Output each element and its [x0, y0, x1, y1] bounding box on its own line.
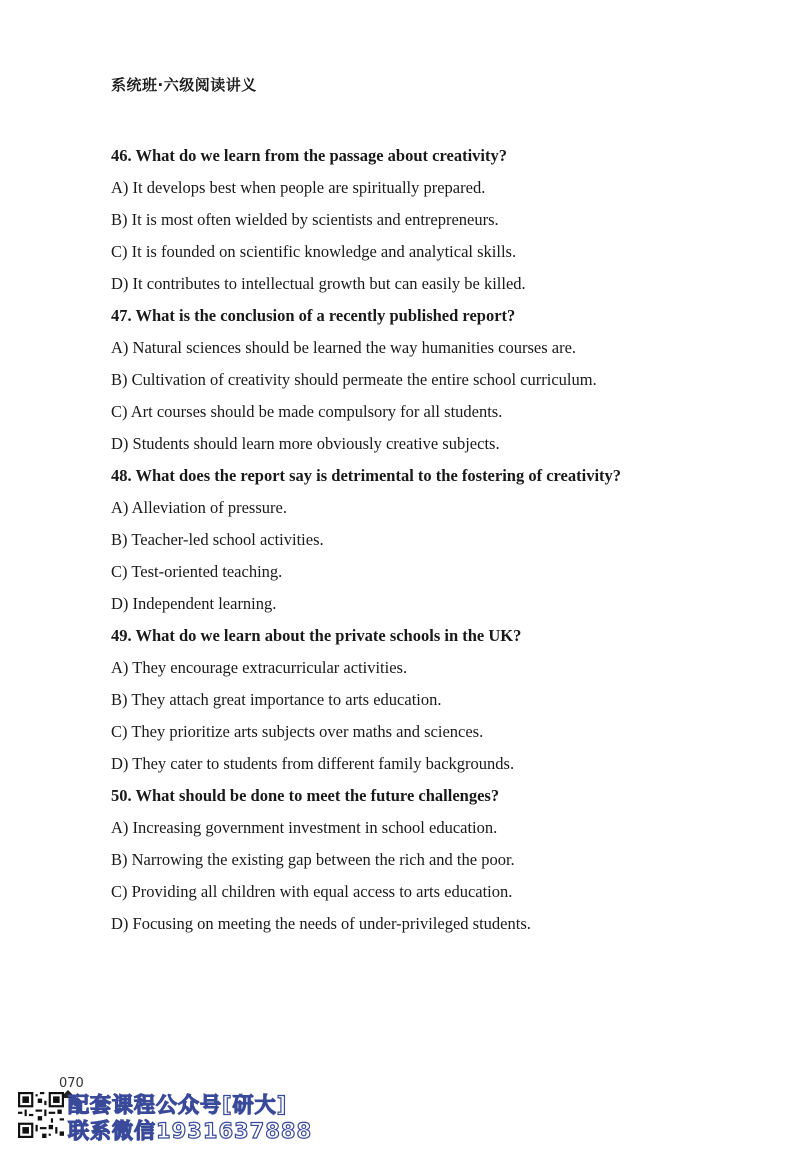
- option-a: A) They encourage extracurricular activities.: [111, 658, 408, 677]
- question-49: [111, 620, 771, 780]
- option-a: A) Natural sciences should be learned the way humanities courses are.: [111, 338, 577, 357]
- option-b: B) They attach great importance to arts education.: [111, 690, 442, 709]
- question-47: [111, 300, 771, 460]
- option-c: C) It is founded on scientific knowledge and analytical skills.: [111, 242, 517, 261]
- option-c: C) Test-oriented teaching.: [111, 562, 283, 581]
- option-b: B) It is most often wielded by scientists and entrepreneurs.: [111, 210, 499, 229]
- option-c: C) Art courses should be made compulsory for all students.: [111, 402, 503, 421]
- option-d: D) Students should learn more obviously creative subjects.: [111, 434, 500, 453]
- option-c: C) They prioritize arts subjects over maths and sciences.: [111, 722, 484, 741]
- page-number: 070: [59, 1076, 84, 1091]
- question-50: [111, 780, 771, 940]
- option-d: D) It contributes to intellectual growth but can easily be killed.: [111, 274, 526, 293]
- option-b: B) Teacher-led school activities.: [111, 530, 324, 549]
- promo-banner-line-1: 配套课程公众号[研大]: [68, 1093, 288, 1117]
- option-d: D) Focusing on meeting the needs of under-privileged students.: [111, 914, 531, 933]
- option-a: A) Alleviation of pressure.: [111, 498, 287, 517]
- promo-banner-line-2: 联系微信1931637888: [68, 1119, 313, 1143]
- option-d: D) They cater to students from different family backgrounds.: [111, 754, 515, 773]
- option-d: D) Independent learning.: [111, 594, 277, 613]
- question-46: [111, 140, 771, 300]
- qr-code-icon: [18, 1092, 64, 1138]
- running-header: 系统班·六级阅读讲义: [111, 76, 257, 94]
- option-b: B) Narrowing the existing gap between the rich and the poor.: [111, 850, 515, 869]
- option-a: A) Increasing government investment in school education.: [111, 818, 498, 837]
- option-b: B) Cultivation of creativity should permeate the entire school curriculum.: [111, 370, 597, 389]
- option-a: A) It develops best when people are spiritually prepared.: [111, 178, 486, 197]
- question-stem: 47. What is the conclusion of a recently published report?: [111, 306, 516, 325]
- question-list: [111, 140, 771, 940]
- question-stem: 50. What should be done to meet the future challenges?: [111, 786, 500, 805]
- question-stem: 48. What does the report say is detrimental to the fostering of creativity?: [111, 466, 622, 485]
- question-48: [111, 460, 771, 620]
- question-stem: 49. What do we learn about the private schools in the UK?: [111, 626, 522, 645]
- option-c: C) Providing all children with equal access to arts education.: [111, 882, 513, 901]
- question-stem: 46. What do we learn from the passage about creativity?: [111, 146, 507, 165]
